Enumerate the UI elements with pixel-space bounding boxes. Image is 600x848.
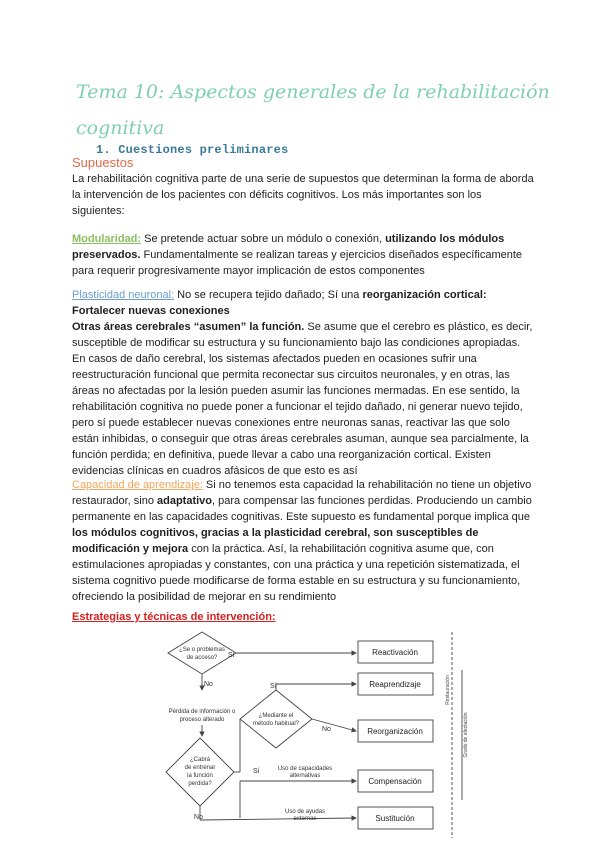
plasticidad-text-2: Se asume que el cerebro es plástico, es decir, susceptible de modificar su estructura y su funcionamiento bajo las condiciones apropiadas. En casos de daño cerebral, los sistemas afectados pueden en ocasiones sufrir una reestructuración funcional que permita reconectar sus circuitos neuronales, y en otras, las áreas no afectadas por la lesión pueden asumir las funciones mermadas. En ese sentido, la rehabilitación cognitiva no puede poner a funcionar el tejido dañado, ni generar nuevo tejido, pero sí puede establecer nuevas conexiones entre neuronas sanas, reactivar las que solo están inhibidas, o conseguir que otras áreas cerebrales asuman, aunque sea parcialmente, la función perdida; en definitiva, puede llevar a cabo una reorganización cortical. Existen evidencias clínicas en cuadros afásicos de que esto es así [72,321,533,477]
q3-line2: de entrenar [184,765,216,771]
aprendizaje-bold-1: adaptativo [157,495,213,507]
aprendizaje-text-1: Si no tenemos esta capacidad la rehabilitación no tiene un objetivo restaurador, sino [72,479,532,507]
diamond-acceso [168,632,236,674]
no-label-1: No [204,681,213,688]
aprendizaje-bold-2: los módulos cognitivos, gracias a la plasticidad cerebral, son susceptibles de modificación y mejora [72,527,479,555]
yes-label-2: Sí [270,683,277,690]
q2-line2: método habitual? [252,721,300,727]
plasticidad-paragraph [72,287,534,479]
modularidad-text-1: Se pretende actuar sobre un módulo o conexión, [141,233,386,245]
q3-line4: perdida? [188,781,212,787]
diamond-entrenar [166,738,234,806]
ext-line2: externas [293,816,317,822]
side-label-2: Grado de afectación [463,712,469,758]
modularidad-text-2: Fundamentalmente se realizan tareas y ejercicios diseñados específicamente para requerir progresivamente mayor implicación de estos componentes [72,249,523,277]
loss-line2: proceso alterado [179,717,225,723]
loss-line1: Pérdida de información o [168,709,236,715]
q3-line3: la función [187,773,213,779]
plasticidad-bold-2: Otras áreas cerebrales “asumen” la función. [72,321,305,333]
side-label-1: Restauración [445,675,451,705]
aprendizaje-text-3: con la práctica. Así, la rehabilitación cognitiva asume que, con estimulaciones apropiadas y constantes, con una práctica y una repetición sistematizada, el sistema cognitivo puede modificarse de forma estable en su estructura y su funcionamiento, ofreciendo la posibilidad de mejorar en su rendimiento [72,543,521,603]
no-label-2: No [322,726,331,733]
intro-paragraph: La rehabilitación cognitiva parte de una serie de supuestos que determinan la forma de aborda la intervención de los pacientes con déficits cognitivos. Los más importantes son los siguientes: [72,173,534,217]
yes-label-3: Sí [253,768,260,775]
modularidad-bold-1: utilizando los módulos preservados. [72,233,505,261]
plasticidad-text-1: No se recupera tejido dañado; Sí una [174,289,363,301]
strategies-heading: Estrategias y técnicas de intervención: [72,611,276,623]
modularidad-label: Modularidad: [72,233,142,245]
alt-line1: Uso de capacidades [277,766,333,772]
supuestos-heading: Supuestos [72,155,134,170]
yes-label-1: Sí [228,652,235,659]
intervention-flowchart [140,630,470,840]
q1-line2: de acceso? [186,655,218,661]
page-title: Tema 10: Aspectos generales de la rehabilitación cognitiva [76,81,550,139]
aprendizaje-label: Capacidad de aprendizaje: [72,479,203,491]
plasticidad-bold-1: reorganización cortical: Fortalecer nuevas conexiones [72,289,487,317]
q1-line1: ¿Se o problemas [179,647,225,653]
out-reaprendizaje: Reaprendizaje [369,680,421,689]
out-reorganizacion: Reorganización [367,727,423,736]
ext-line1: Uso de ayudas [284,809,326,815]
alt-line2: alternativas [289,773,321,779]
diamond-metodo [240,690,312,748]
out-sustitucion: Sustitución [375,814,415,823]
q3-line1: ¿Cabrá [189,757,211,763]
out-compensacion: Compensación [368,777,422,786]
section-heading: 1. Cuestiones preliminares [96,143,289,157]
aprendizaje-text-2: , para compensar las funciones perdidas. Produciendo un cambio permanente en las capacidades cognitivas. Este supuesto es fundamental porque implica que [72,495,532,523]
q2-line1: ¿Mediante el [258,713,294,719]
modularidad-paragraph [72,231,534,279]
out-reactivacion: Reactivación [372,648,418,657]
aprendizaje-paragraph [72,477,534,605]
no-label-3: No [194,814,203,821]
plasticidad-label: Plasticidad neuronal: [72,289,175,301]
